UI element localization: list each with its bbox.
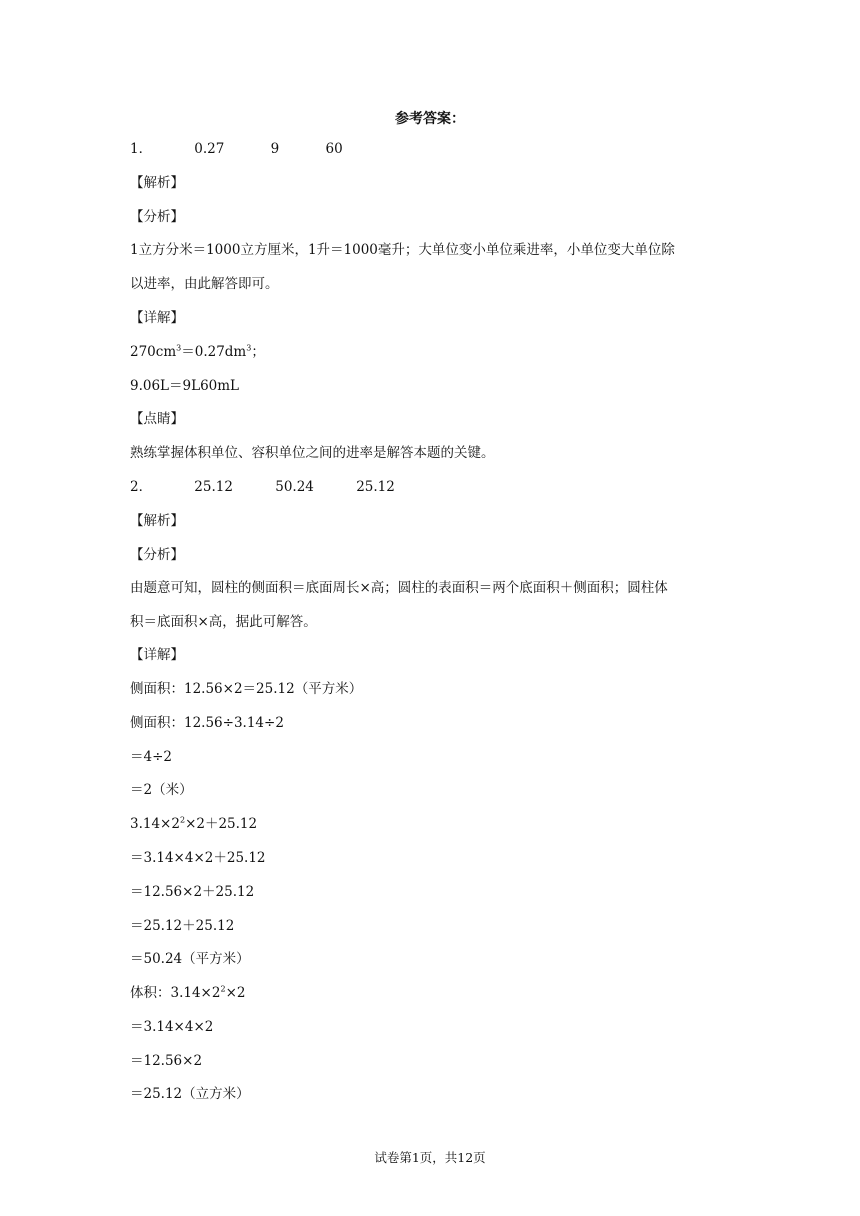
superscript: 3 [176, 343, 182, 353]
question-number: 1． [130, 141, 153, 157]
superscript: 3 [246, 343, 252, 353]
solution-line: ＝4÷2 [130, 749, 172, 765]
fenxi-heading: 【分析】 [130, 209, 184, 225]
answer-blank-1: 25.12 [194, 479, 233, 495]
page-footer: 试卷第1页，共12页 [374, 1150, 486, 1165]
question-2-answer-line [130, 475, 395, 495]
solution-line: ＝25.12（立方米） [130, 1086, 250, 1102]
solution-line [130, 812, 257, 832]
answer-blank-2: 50.24 [275, 479, 314, 495]
question-number: 2． [130, 479, 153, 495]
fenxi-heading: 【分析】 [130, 547, 184, 563]
solution-line: ＝50.24（平方米） [130, 951, 250, 967]
solution-line [130, 981, 245, 1001]
detail-heading: 【详解】 [130, 310, 184, 326]
solution-text: 3.14×2 [130, 816, 180, 832]
answer-blank-3: 60 [325, 141, 343, 157]
dianjing-heading: 【点睛】 [130, 411, 184, 427]
fenxi-text: 以进率，由此解答即可。 [130, 276, 279, 292]
solution-text: ×2 [225, 985, 246, 1001]
question-1-answer-line [130, 137, 343, 157]
dianjing-text: 熟练掌握体积单位、容积单位之间的进率是解答本题的关键。 [130, 445, 495, 461]
solution-text: 体积：3.14×2 [130, 985, 221, 1001]
analysis-heading: 【解析】 [130, 513, 184, 529]
analysis-heading: 【解析】 [130, 175, 184, 191]
solution-line: ＝3.14×4×2＋25.12 [130, 850, 266, 866]
answer-blank-1: 0.27 [194, 141, 225, 157]
solution-line: ＝25.12＋25.12 [130, 918, 235, 934]
fenxi-text: 由题意可知，圆柱的侧面积＝底面周长×高；圆柱的表面积＝两个底面积＋侧面积；圆柱体 [130, 580, 668, 596]
detail-line: 9.06L＝9L60mL [130, 378, 240, 394]
page-title: 参考答案： [395, 111, 465, 127]
detail-line [130, 340, 265, 360]
solution-line: ＝3.14×4×2 [130, 1019, 214, 1035]
superscript: 2 [220, 984, 226, 994]
fenxi-text: 积＝底面积×高，据此可解答。 [130, 614, 317, 630]
answer-blank-3: 25.12 [356, 479, 395, 495]
solution-line: ＝12.56×2＋25.12 [130, 884, 255, 900]
fenxi-text: 1立方分米＝1000立方厘米，1升＝1000毫升；大单位变小单位乘进率，小单位变大单位除 [130, 242, 675, 258]
solution-line: ＝12.56×2 [130, 1053, 203, 1069]
solution-line: 侧面积：12.56÷3.14÷2 [130, 715, 284, 731]
superscript: 2 [179, 815, 186, 825]
detail-heading: 【详解】 [130, 647, 184, 663]
solution-line: 侧面积：12.56×2＝25.12（平方米） [130, 681, 363, 697]
solution-line: ＝2（米） [130, 782, 193, 798]
detail-text: 270cm [130, 344, 177, 360]
detail-text: ； [251, 344, 265, 360]
answer-blank-2: 9 [270, 141, 280, 157]
detail-text: ＝0.27dm [181, 344, 247, 360]
solution-text: ×2＋25.12 [185, 816, 258, 832]
